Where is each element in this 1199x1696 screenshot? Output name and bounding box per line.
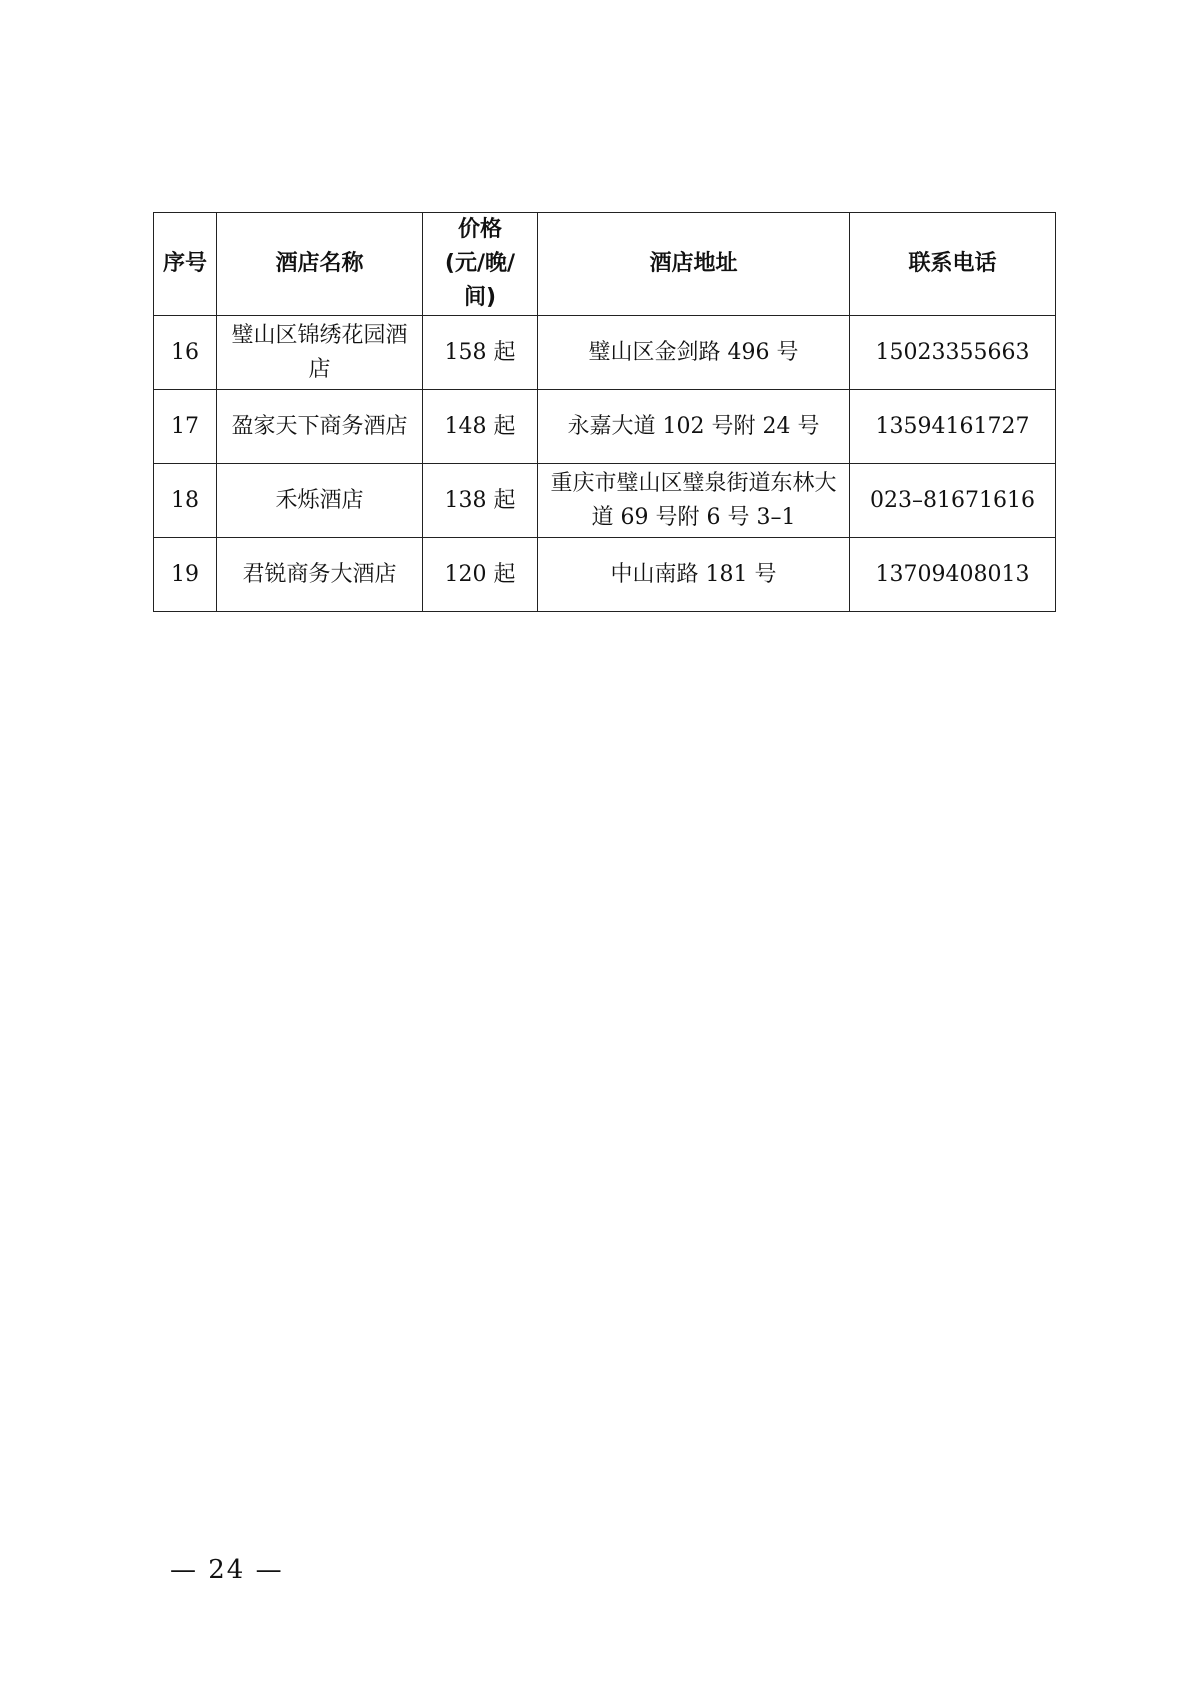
- table-row: [154, 464, 1056, 538]
- cell-hotel-name: 禾烁酒店: [217, 464, 423, 538]
- cell-phone: 13709408013: [850, 538, 1056, 612]
- table-header-row: [154, 213, 1056, 316]
- cell-hotel-name: 璧山区锦绣花园酒店: [217, 316, 423, 390]
- header-price: [423, 213, 538, 316]
- header-address: 酒店地址: [538, 213, 850, 316]
- table-row: [154, 390, 1056, 464]
- cell-price: 138 起: [423, 464, 538, 538]
- page-number: — 24 —: [170, 1555, 284, 1585]
- table-row: [154, 316, 1056, 390]
- cell-phone: 15023355663: [850, 316, 1056, 390]
- cell-address: 永嘉大道 102 号附 24 号: [538, 390, 850, 464]
- cell-address: 璧山区金剑路 496 号: [538, 316, 850, 390]
- cell-index: 19: [154, 538, 217, 612]
- cell-phone: 023–81671616: [850, 464, 1056, 538]
- cell-hotel-name: 君锐商务大酒店: [217, 538, 423, 612]
- header-phone: 联系电话: [850, 213, 1056, 316]
- cell-price: 120 起: [423, 538, 538, 612]
- cell-phone: 13594161727: [850, 390, 1056, 464]
- cell-address: 中山南路 181 号: [538, 538, 850, 612]
- cell-hotel-name: 盈家天下商务酒店: [217, 390, 423, 464]
- cell-price: 148 起: [423, 390, 538, 464]
- header-index: 序号: [154, 213, 217, 316]
- cell-price: 158 起: [423, 316, 538, 390]
- cell-address: 重庆市璧山区璧泉街道东林大道 69 号附 6 号 3–1: [538, 464, 850, 538]
- header-price-line1: 价格: [457, 217, 502, 242]
- table-row: [154, 538, 1056, 612]
- hotel-table: [153, 212, 1056, 612]
- header-hotel-name: 酒店名称: [217, 213, 423, 316]
- cell-index: 17: [154, 390, 217, 464]
- header-price-line2: (元/晚/间): [444, 251, 516, 310]
- cell-index: 18: [154, 464, 217, 538]
- cell-index: 16: [154, 316, 217, 390]
